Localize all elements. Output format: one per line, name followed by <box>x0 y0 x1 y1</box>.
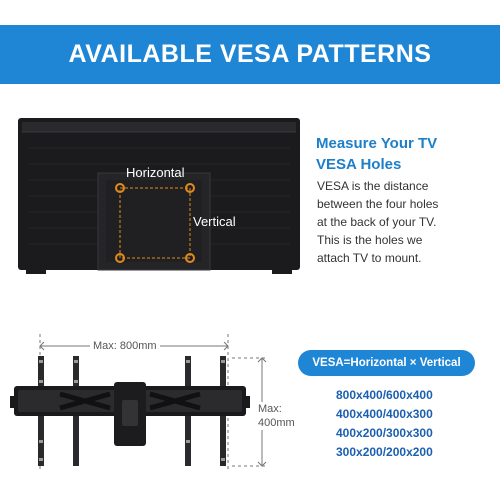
banner-bar <box>0 25 500 84</box>
header-banner <box>0 0 500 109</box>
vesa-formula-badge: VESA=Horizontal × Vertical <box>298 350 475 376</box>
page-title: AVAILABLE VESA PATTERNS <box>68 40 432 68</box>
list-item: 800x400/600x400 <box>336 388 433 402</box>
measure-description: VESA is the distance between the four holes at the back of your TV. This is the holes we attach TV to mount. <box>317 179 439 265</box>
max-height-label: Max: 400mm <box>258 403 295 429</box>
tv-back-image <box>18 118 300 278</box>
measure-title: Measure Your TV VESA Holes <box>316 135 438 173</box>
horizontal-label: Horizontal <box>126 165 185 180</box>
list-item: 400x400/400x300 <box>336 407 433 421</box>
max-width-label: Max: 800mm <box>90 340 160 352</box>
vesa-pattern-list <box>336 386 486 462</box>
list-item: 400x200/300x300 <box>336 426 433 440</box>
vertical-label: Vertical <box>193 214 236 229</box>
list-item: 300x200/200x200 <box>336 445 433 459</box>
